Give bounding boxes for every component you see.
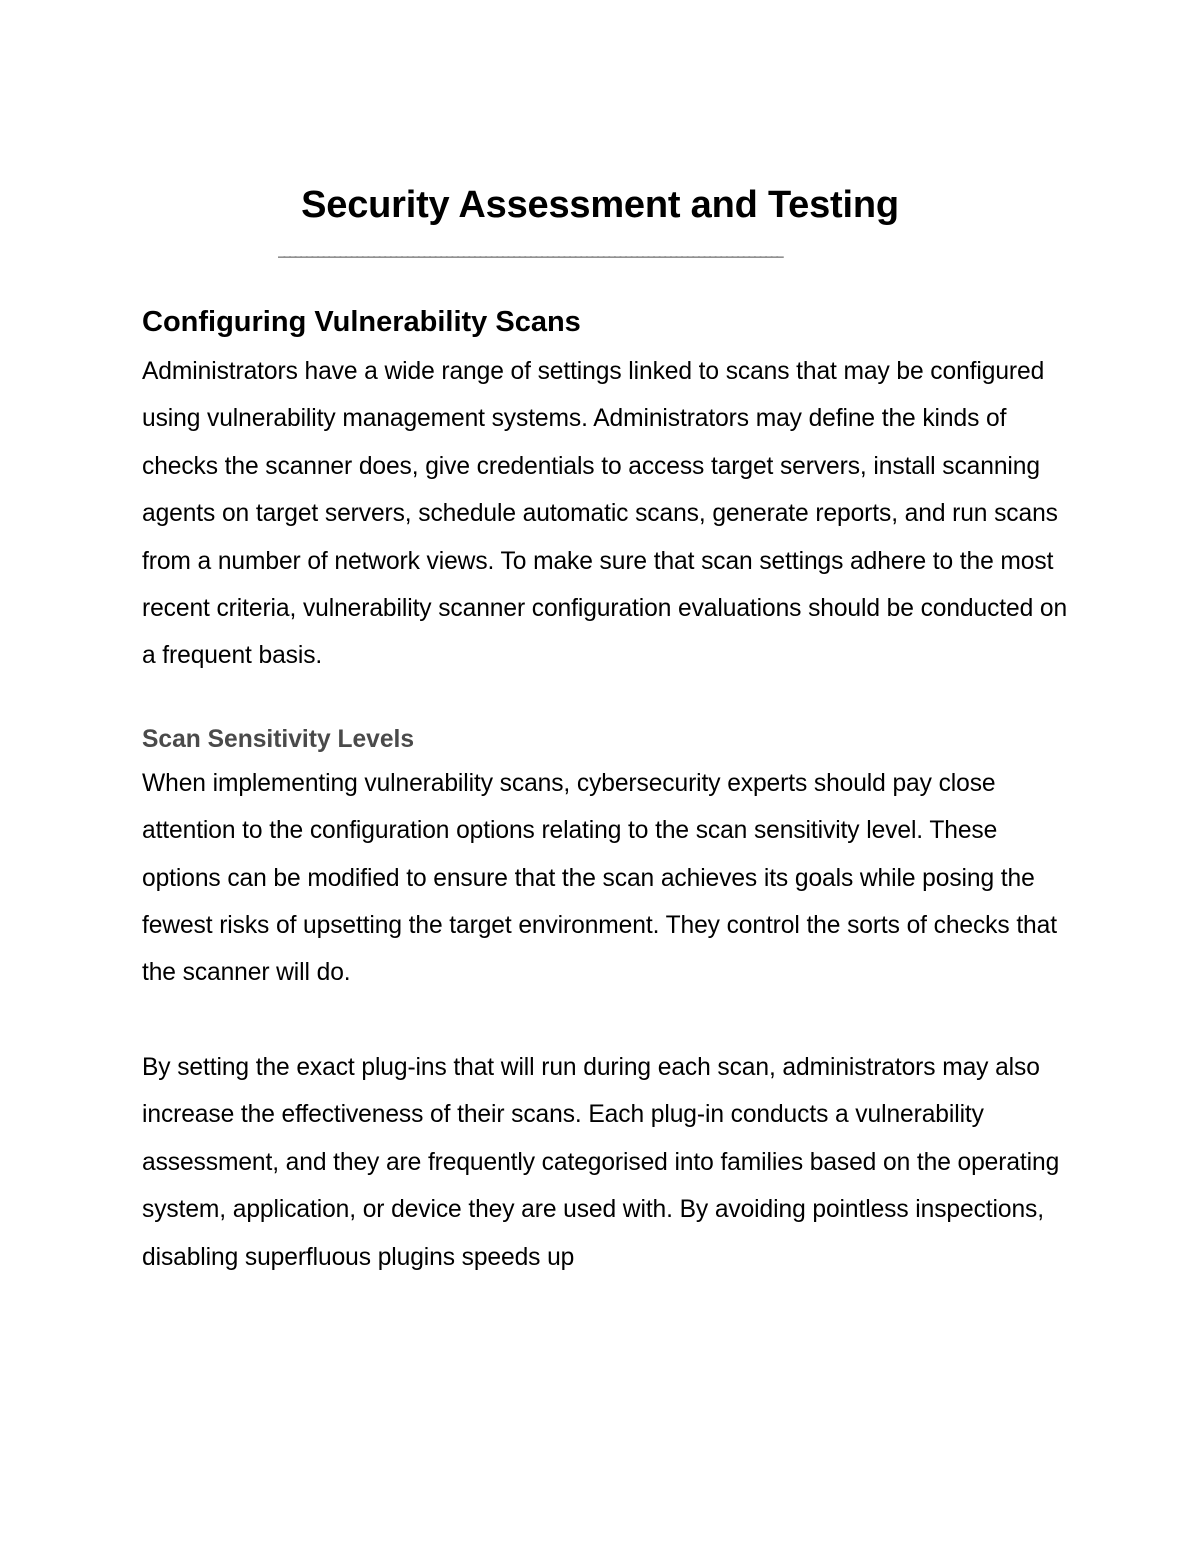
document-body [142,302,1072,1281]
page-title: Security Assessment and Testing [301,184,899,226]
title-divider: —————————————————————————————————————————————————————————————————————————————————————————— [278,250,783,264]
paragraph-sensitivity-1: When implementing vulnerability scans, cybersecurity experts should pay close attention to the configuration options relating to the scan sensitivity level. These options can be modified to ensure that the scan achieves its goals while posing the fewest risks of upsetting the target environment. They control the sorts of checks that the scanner will do. [142,769,1057,987]
paragraph-configuring: Administrators have a wide range of settings linked to scans that may be configured using vulnerability management systems. Administrators may define the kinds of checks the scanner does, give credentials to access target servers, install scanning agents on target servers, schedule automatic scans, generate reports, and run scans from a number of network views. To make sure that scan settings adhere to the most recent criteria, vulnerability scanner configuration evaluations should be conducted on a frequent basis. [142,358,1068,670]
paragraph-spacer [142,997,1072,1044]
section-heading-configuring: Configuring Vulnerability Scans [142,306,581,338]
paragraph-sensitivity-2: By setting the exact plug-ins that will run during each scan, administrators may also increase the effectiveness of their scans. Each plug-in conducts a vulnerability assessment, and they are frequently categorised into families based on the operating system, application, or device they are used with. By avoiding pointless inspections, disabling superfluous plugins speeds up [142,1053,1060,1271]
subsection-heading-sensitivity: Scan Sensitivity Levels [142,725,415,753]
